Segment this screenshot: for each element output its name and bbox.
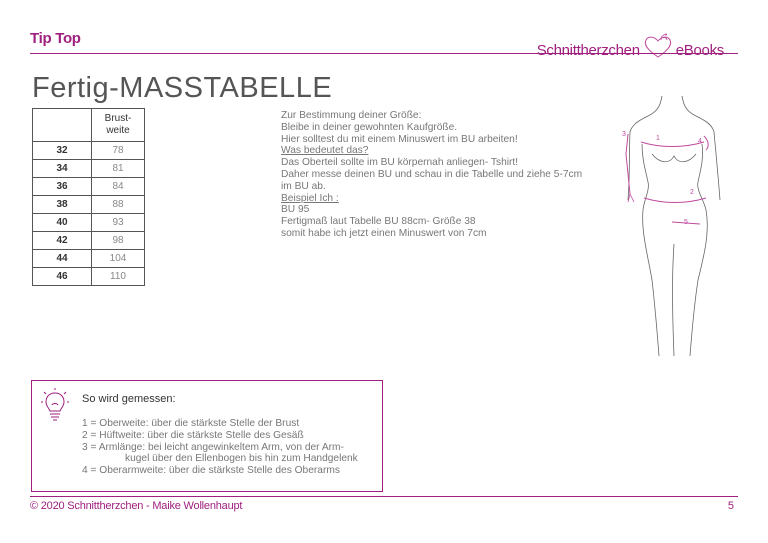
body-measurement-figure: [612, 94, 740, 362]
bust-header-line1: Brust-: [104, 113, 132, 124]
instruction-line: Hier solltest du mit einem Minuswert im BU arbeiten!: [281, 133, 518, 145]
table-row: [33, 268, 145, 286]
size-cell: 42: [33, 232, 92, 250]
lightbulb-icon: [40, 387, 70, 423]
instruction-line: Das Oberteil sollte im BU körpernah anliegen- Tshirt!: [281, 157, 519, 169]
instruction-line: Bleibe in deiner gewohnten Kaufgröße.: [281, 121, 458, 133]
marker-2: 2: [690, 189, 694, 196]
heart-logo-icon: [641, 33, 675, 59]
guide-item: 3 = Armlänge: bei leicht angewinkeltem Arm, von der Arm-: [82, 441, 344, 453]
bust-cell: 84: [92, 178, 145, 196]
size-cell: 38: [33, 196, 92, 214]
table-row: [33, 232, 145, 250]
table-row: [33, 250, 145, 268]
bust-cell: 104: [92, 250, 145, 268]
instruction-line: BU 95: [281, 204, 310, 216]
bust-column-header: [92, 109, 145, 142]
marker-5: 5: [684, 219, 688, 226]
page-heading: Fertig-MASSTABELLE: [32, 72, 333, 104]
body-outline: [628, 96, 720, 356]
instruction-subheading: Was bedeutet das?: [281, 145, 369, 157]
brand-logo: [537, 33, 724, 59]
instructions-text: [281, 110, 621, 240]
footer-divider: [30, 496, 738, 497]
table-row: [33, 214, 145, 232]
marker-1: 1: [656, 135, 660, 142]
table-row: [33, 160, 145, 178]
guide-title: So wird gemessen:: [82, 393, 176, 405]
bust-cell: 81: [92, 160, 145, 178]
table-header-row: [33, 109, 145, 142]
bust-header-line2: weite: [106, 125, 130, 136]
bust-cell: 98: [92, 232, 145, 250]
brand-suffix: eBooks: [675, 42, 724, 59]
marker-3: 3: [622, 131, 626, 138]
size-cell: 40: [33, 214, 92, 232]
size-cell: 34: [33, 160, 92, 178]
instruction-line: Daher messe deinen BU und schau in die Tabelle und ziehe 5-7cm: [281, 168, 583, 180]
instruction-line: somit habe ich jetzt einen Minuswert von 7cm: [281, 227, 487, 239]
size-table: [32, 108, 145, 286]
measurement-lines: [626, 134, 708, 224]
document-title: Tip Top: [30, 30, 81, 47]
table-row: [33, 178, 145, 196]
instruction-line: im BU ab.: [281, 180, 326, 192]
guide-item: 4 = Oberarmweite: über die stärkste Stelle des Oberarms: [82, 465, 340, 477]
guide-item-continuation: kugel über den Ellenbogen bis hin zum Handgelenk: [125, 453, 358, 465]
marker-4: 4: [698, 138, 702, 145]
size-column-header: [33, 109, 92, 142]
measurement-guide-box: [31, 380, 383, 492]
guide-list: [82, 418, 358, 477]
instruction-line: Fertigmaß laut Tabelle BU 88cm- Größe 38: [281, 216, 476, 228]
table-row: [33, 142, 145, 160]
size-cell: 36: [33, 178, 92, 196]
bust-cell: 78: [92, 142, 145, 160]
header-divider: [30, 53, 738, 54]
size-cell: 32: [33, 142, 92, 160]
table-row: [33, 196, 145, 214]
guide-item: 2 = Hüftweite: über die stärkste Stelle des Gesäß: [82, 429, 304, 441]
bust-cell: 88: [92, 196, 145, 214]
size-cell: 44: [33, 250, 92, 268]
instruction-subheading: Beispiel Ich :: [281, 192, 339, 204]
brand-name: Schnittherzchen: [536, 42, 640, 59]
guide-item: 1 = Oberweite: über die stärkste Stelle der Brust: [82, 418, 300, 429]
size-cell: 46: [33, 268, 92, 286]
footer-copyright: © 2020 Schnittherzchen - Maike Wollenhaupt: [30, 500, 243, 512]
bust-cell: 110: [92, 268, 145, 286]
bust-cell: 93: [92, 214, 145, 232]
instruction-line: Zur Bestimmung deiner Größe:: [281, 110, 422, 121]
page-number: 5: [727, 500, 734, 512]
